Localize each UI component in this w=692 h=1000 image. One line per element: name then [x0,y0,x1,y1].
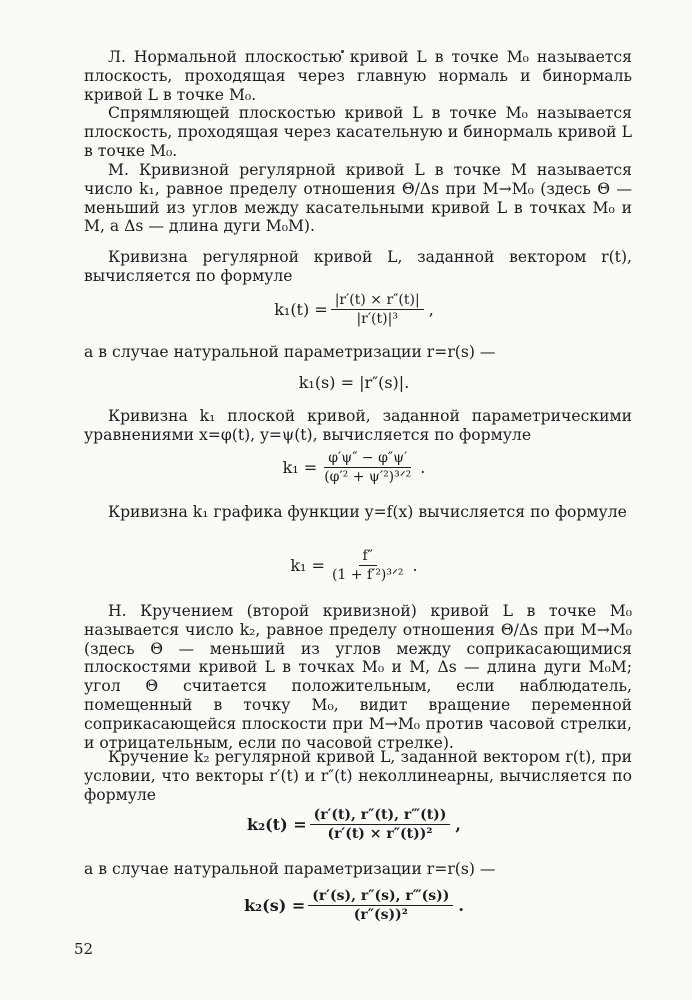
fraction-numerator: φ′ψ″ − φ″ψ′ [324,450,411,468]
formula-punctuation: , [455,815,461,834]
formula-punctuation: . [458,896,464,915]
formula-k2-natural [80,888,628,923]
fraction-numerator: |r′(t) × r″(t)| [331,292,424,310]
fraction-denominator: (r′(t) × r″(t))² [327,826,433,842]
formula-punctuation: , [428,300,434,319]
fraction [331,292,424,327]
formula-k2-vector [80,807,628,842]
formula-lhs: k₁ = [282,458,318,477]
fraction-denominator: (φ′² + ψ′²)³ᐟ² [324,469,412,485]
paragraph-natural-parametrization: а в случае натуральной параметризации r=r(s) — [84,343,496,361]
formula-k1-natural: k₁(s) = |r″(s)|. [298,373,410,392]
page-number: 52 [74,940,94,958]
formula-k1-plane [80,450,628,485]
formula-lhs: k₁ = [290,556,325,575]
fraction-numerator: (r′(t), r″(t), r‴(t)) [310,807,451,825]
fraction [310,807,451,842]
fraction-numerator: (r′(s), r″(s), r‴(s)) [308,888,453,906]
paragraph-curvature-definition: М. Кривизной регулярной кривой L в точке M называется число k₁, равное пределу отношения Θ/Δs при M→M₀ (здесь Θ — меньший из углов между касательными кривой L в точках M₀ и M, а Δs — длина дуги M₀M). [84,161,632,236]
paragraph-plane-curvature: Кривизна k₁ плоской кривой, заданной параметрическими уравнениями x=φ(t), y=ψ(t), вычисляется по формуле [84,407,632,444]
fraction [328,548,408,583]
fraction [320,450,415,485]
formula-k1-graph [80,548,628,583]
paragraph-torsion-definition: Н. Кручением (второй кривизной) кривой L в точке M₀ называется число k₂, равное пределу отношения Θ/Δs при M→M₀ (здесь Θ — меньший из углов между соприкасающимися плоскостями кривой L в точках M₀ и M, Δs — длина дуги M₀M; угол Θ считается положительным, если наблюдатель, помещенный в точку M₀, видит вращение переменной соприкасающейся плоскости при M→M₀ против часовой стрелки, и отрицательным, если по часовой стрелке). [84,602,632,752]
formula-punctuation: . [412,556,418,575]
formula-lhs: k₂(t) = [247,815,307,834]
paragraph-normal-plane: Л. Нормальной плоскостью кривой L в точке M₀ называется плоскость, проходящая через главную нормаль и бинормаль кривой L в точке M₀. [84,48,632,104]
formula-lhs: k₂(s) = [244,896,306,915]
fraction-denominator: |r′(t)|³ [356,311,398,327]
paragraph-curvature-vector: Кривизна регулярной кривой L, заданной вектором r(t), вычисляется по формуле [84,248,632,285]
paragraph-natural-parametrization-2: а в случае натуральной параметризации r=r(s) — [84,860,496,878]
fraction-denominator: (r″(s))² [353,907,408,923]
paragraph-rectifying-plane: Спрямляющей плоскостью кривой L в точке M₀ называется плоскость, проходящая через касательную и бинормаль кривой L в точке M₀. [84,104,632,160]
formula-punctuation: . [420,458,426,477]
paragraph-graph-curvature: Кривизна k₁ графика функции y=f(x) вычисляется по формуле [108,503,627,521]
formula-k1-vector [80,292,628,327]
fraction-denominator: (1 + f′²)³ᐟ² [331,567,404,583]
formula-lhs: k₁(t) = [274,300,328,319]
fraction [308,888,453,923]
fraction-numerator: f″ [359,548,377,566]
paragraph-torsion-vector: Кручение k₂ регулярной кривой L, заданной вектором r(t), при условии, что векторы r′(t) и r″(t) неколлинеарны, вычисляется по формуле [84,748,632,804]
